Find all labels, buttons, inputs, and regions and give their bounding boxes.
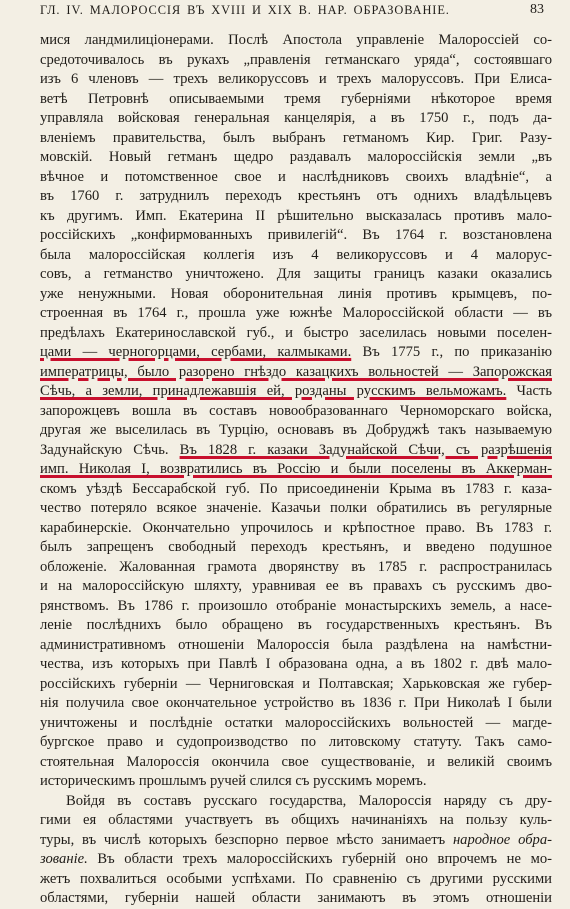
- text-line: чество потеряло всякое значеніе. Казачьи полки обратились въ регулярные: [40, 500, 552, 516]
- text-line: россійскихъ „конфирмованныхъ привилегій“. Въ 1764 г. возстановлена: [40, 227, 552, 243]
- text-line: запорожцевъ вошла въ составъ новообразованнаго Черноморскаго войска,: [40, 402, 552, 419]
- highlighted-text: имп. Николая I, возвратились въ Россію и были поселены въ Аккерман-: [40, 461, 552, 477]
- text-line: былъ запрещенъ свободный переходъ крестьянъ, и введено подушное: [40, 539, 552, 555]
- text-line: управляла войсковая генеральная канцелярія, а въ 1750 г., подъ да-: [40, 110, 552, 126]
- text-fragment: Часть: [506, 383, 552, 399]
- text-line: нія получила свое окончательное устройство въ 1836 г. При Николаѣ I были: [40, 695, 552, 711]
- text-fragment: Въ области трехъ малороссійскихъ губерній оно впрочемъ не мо-: [87, 851, 552, 867]
- text-line: [40, 850, 552, 870]
- text-line: россійскихъ губерніи — Черниговская и Полтавская; Харьковская же губер-: [40, 675, 552, 692]
- text-line: чества, изъ которыхъ при Павлѣ I образована одна, а въ 1802 г. двѣ мало-: [40, 656, 552, 672]
- text-line: [40, 363, 552, 383]
- text-line: жетъ похвалиться особыми успѣхами. По сравненію съ другими русскими: [40, 870, 552, 887]
- text-line: бургское право и судопроизводство по литовскому статуту. Такъ само-: [40, 734, 552, 750]
- text-line: [40, 441, 552, 461]
- highlighted-text: императрицы, было разорено гнѣздо казацкихъ вольностей — Запорожская: [40, 363, 552, 380]
- text-fragment: туры, въ числѣ которыхъ безспорно первое мѣсто занимаетъ: [40, 831, 453, 848]
- text-line: мися ландмилиціонерами. Послѣ Апостола управленіе Малороссіей со-: [40, 32, 552, 48]
- text-fragment: Задунайскую Сѣчь.: [40, 441, 180, 458]
- text-line: обложеніе. Жалованная грамота дворянству въ 1785 г. распространилась: [40, 558, 552, 575]
- highlighted-text: Въ 1828 г. казаки Задунайской Сѣчи, съ разрѣшенія: [179, 441, 552, 458]
- text-line: историческимъ прошлымъ ручей слился съ русскимъ моремъ.: [40, 773, 427, 789]
- page-body-text: [40, 31, 552, 909]
- text-line: другая же выселилась въ Турцію, основавъ въ Добруджѣ такъ называемую: [40, 422, 552, 438]
- text-line: рянствомъ. Въ 1786 г. произошло отобраніе монастырскихъ земель, а насе-: [40, 597, 552, 614]
- text-line: скомъ уѣздѣ Бессарабской губ. По присоединеніи Крыма въ 1783 г. каза-: [40, 480, 552, 497]
- text-line: въ 1760 г. затруднилъ переходъ крестьянъ отъ однихъ владѣльцевъ: [40, 188, 552, 204]
- text-line: [40, 343, 552, 363]
- text-line: уже ненужными. Новая оборонительная линія противъ крымцевъ, по-: [40, 285, 552, 302]
- highlighted-text: цами — черногорцами, сербами, калмыками.: [40, 344, 352, 360]
- text-line: была малороссійская коллегія изъ 4 великоруссовъ и 4 малорус-: [40, 246, 552, 263]
- text-line: стоятельная Малороссія окончила свое существованіе, и великій своимъ: [40, 753, 552, 770]
- text-line: строенная въ 1764 г., прошла уже южнѣе Малороссійской области — въ: [40, 305, 552, 321]
- text-line: мовскій. Новый гетманъ щедро раздавалъ малороссійскія земли „въ: [40, 149, 552, 165]
- text-line: Войдя въ составъ русскаго государства, Малороссія наряду съ дру-: [66, 792, 552, 809]
- text-line: предѣлахъ Екатеринославской губ., и быстро заселилась новыми поселен-: [40, 324, 552, 341]
- text-line: средоточивалось въ рукахъ „правленія гетманскаго уряда“, состоявшаго: [40, 51, 552, 68]
- text-line: [40, 831, 552, 851]
- text-line: изъ 6 членовъ — трехъ великоруссовъ и трехъ малоруссовъ. При Елиса-: [40, 71, 552, 87]
- text-line: леніе послѣднихъ было обращено въ государственныхъ крестьянъ. Въ: [40, 617, 552, 633]
- running-head: ГЛ. IV. МАЛОРОССІЯ ВЪ XVIII И XIX В. НАР. ОБРАЗОВАНІЕ.: [40, 3, 450, 17]
- text-line: къ другимъ. Имп. Екатерина II рѣшительно высказалась противъ мало-: [40, 207, 552, 224]
- italic-term: зованіе.: [40, 851, 88, 867]
- text-line: административномъ отношеніи Малороссія была раздѣлена на намѣстни-: [40, 636, 552, 653]
- italic-term: народное обра-: [452, 831, 552, 848]
- text-line: вѣчное и потомственное свое и наслѣдниковъ своихъ владѣніе“, а: [40, 168, 552, 185]
- text-line: совъ, а гетманство уничтожено. Для защиты границъ казаки оказались: [40, 266, 552, 282]
- text-line: [40, 382, 552, 402]
- text-fragment: Въ 1775 г., по приказанію: [351, 344, 552, 360]
- text-line: областями, губерніи нашей области занимаютъ въ этомъ отношеніи: [40, 890, 552, 906]
- text-line: [40, 460, 552, 480]
- text-line: вленіемъ правительства, былъ выбранъ гетманомъ Кир. Григ. Разу-: [40, 129, 552, 146]
- highlighted-text: Сѣчь, а земли, принадлежавшія ей, розданы русскимъ вельможамъ.: [40, 383, 507, 399]
- text-line: гими ея областями участвуетъ въ общихъ начинаніяхъ на пользу куль-: [40, 812, 552, 828]
- text-line: и на малороссійскую шляхту, уравнивая ее въ правахъ съ русскимъ дво-: [40, 578, 552, 594]
- page-number: 83: [530, 2, 544, 17]
- text-line: карабинерскіе. Окончательно упрочилось и крѣпостное право. Въ 1783 г.: [40, 519, 552, 536]
- text-line: уничтожены и послѣдніе остатки малороссійскихъ вольностей — магде-: [40, 714, 552, 731]
- text-line: ветѣ Петровнѣ описываемыми тремя губерніями нѣкоторое время: [40, 90, 552, 107]
